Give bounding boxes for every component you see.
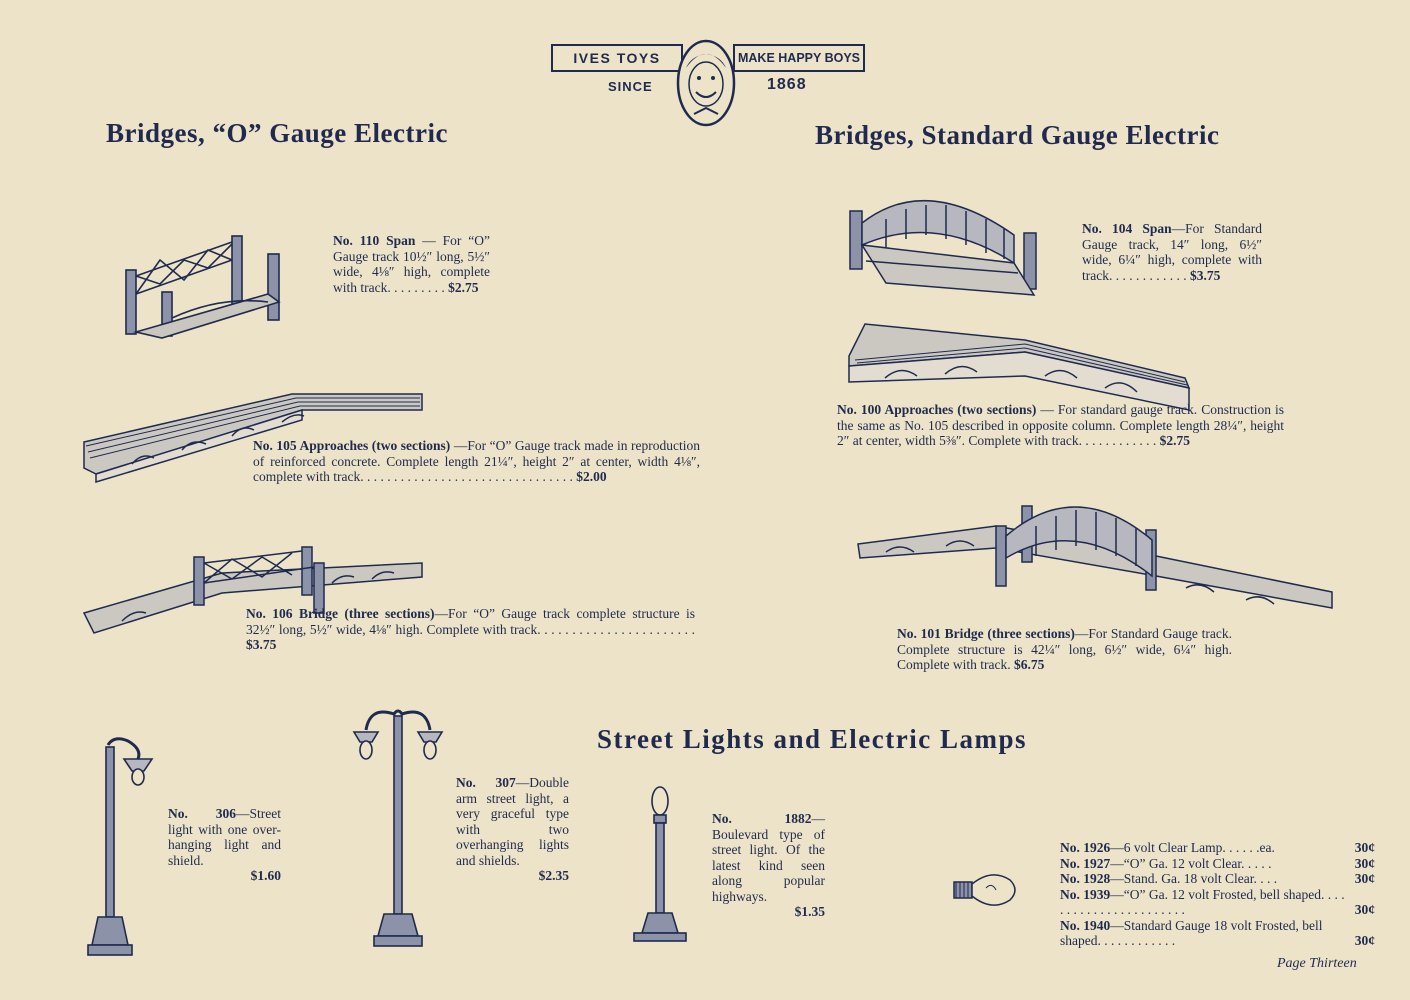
item-100-description — [837, 402, 1284, 449]
lamp-text: —Stand. Ga. 18 volt Clear. . . . — [1110, 871, 1278, 886]
logo-since: SINCE — [608, 79, 653, 94]
lamp-id: 1940 — [1083, 917, 1111, 933]
lamp-number: No. — [1060, 917, 1080, 933]
item-306-name: No. 306 — [168, 806, 236, 821]
item-105-price: $2.00 — [576, 469, 607, 484]
lamp-price: 30¢ — [1354, 855, 1375, 871]
item-106-description — [246, 606, 695, 653]
item-101-description — [897, 626, 1232, 673]
lamp-price: 30¢ — [1354, 871, 1375, 886]
logo-year: 1868 — [767, 76, 807, 93]
lamp-number: No. — [1060, 840, 1080, 855]
item-1882-price: $1.35 — [794, 904, 825, 919]
item-105-name: No. 105 Approaches (two sections) — [253, 438, 451, 453]
item-101-name: No. 101 Bridge (three sections) — [897, 626, 1075, 641]
street-lights-title: Street Lights and Electric Lamps — [597, 724, 1027, 754]
lamp-row — [1060, 871, 1375, 887]
item-306-price: $1.60 — [250, 868, 281, 883]
item-110-text: — For “O” Gauge track 10½″ long, 5½″ wide, 4⅛″ high, complete with track. . . . . . . . . — [333, 233, 490, 295]
lamp-id: 1939 — [1083, 886, 1111, 902]
item-306-description — [168, 806, 281, 884]
item-307-text: —Double arm street light, a very graceful type with two overhanging lights and shields. — [456, 775, 569, 868]
bridge-101-icon — [856, 496, 1336, 626]
item-104-description — [1082, 221, 1262, 283]
street-light-306-icon — [84, 735, 164, 965]
item-307-description — [456, 775, 569, 884]
item-307-name: No. 307 — [456, 775, 516, 790]
span-bridge-104-icon — [846, 183, 1041, 313]
item-106-text: —For “O” Gauge track complete structure is 32½″ long, 5½″ wide, 4⅛″ high. Complete with track. . . . . . . . . . . . . . . . . . . . . . . — [246, 606, 696, 637]
item-106-price: $3.75 — [246, 637, 277, 652]
item-1882-text: —Boulevard type of street light. Of the latest kind seen along popular highways. — [712, 811, 825, 904]
boy-face-logo-icon — [676, 38, 736, 128]
item-1882-name: No. 1882 — [712, 811, 812, 826]
span-bridge-110-icon — [122, 232, 282, 342]
item-100-price: $2.75 — [1159, 433, 1191, 448]
lamp-row — [1060, 918, 1375, 949]
page-number: Page Thirteen — [1277, 956, 1357, 971]
street-light-307-icon — [348, 700, 448, 950]
lamp-price: 30¢ — [1354, 902, 1375, 917]
item-104-text: —For Standard Gauge track, 14″ long, 6½″ wide, 6¼″ high, complete with track. . . . . . . . . . . . — [1082, 221, 1262, 283]
lamp-text: —“O” Ga. 12 volt Clear. . . . . — [1110, 855, 1272, 871]
lamp-text: —“O” Ga. 12 volt Frosted, bell shaped. . . . . . . . . . . . . . . . . . . . . . . — [1060, 886, 1345, 917]
o-gauge-bridges-title: Bridges, “O” Gauge Electric — [106, 118, 448, 148]
lamp-row — [1060, 887, 1375, 918]
logo-left-box: IVES TOYS — [551, 44, 683, 72]
item-100-text: — For standard gauge track. Construction is the same as No. 105 described in opposite column. Complete length 28¼″, height 2″ at center, width 5⅜″. Complete with track. . . . . . . . . . . . — [837, 402, 1284, 448]
lamp-id: 1928 — [1083, 871, 1111, 886]
logo-right-box: MAKE HAPPY BOYS — [733, 44, 865, 72]
item-100-name: No. 100 Approaches (two sections) — [837, 402, 1037, 417]
lamp-text: —Standard Gauge 18 volt Frosted, bell shaped. . . . . . . . . . . . — [1060, 917, 1323, 948]
standard-gauge-bridges-title: Bridges, Standard Gauge Electric — [815, 120, 1220, 150]
item-110-name: No. 110 Span — [333, 233, 416, 248]
lamp-number: No. — [1060, 871, 1080, 886]
item-101-price: $6.75 — [1013, 657, 1045, 672]
lamp-id: 1926 — [1083, 840, 1111, 855]
lamp-number: No. — [1060, 886, 1080, 902]
lamps-list — [1060, 840, 1375, 949]
item-307-price: $2.35 — [538, 868, 569, 883]
item-1882-description — [712, 811, 825, 920]
lamp-text: —6 volt Clear Lamp. . . . . .ea. — [1110, 840, 1275, 855]
item-104-price: $3.75 — [1189, 267, 1221, 283]
lamp-price: 30¢ — [1354, 840, 1375, 855]
lamp-price: 30¢ — [1354, 933, 1375, 948]
light-bulb-icon — [952, 870, 1022, 910]
lamp-id: 1927 — [1083, 855, 1111, 871]
item-101-text: —For Standard Gauge track. Complete structure is 42¼″ long, 6½″ wide, 6¼″ high. Complete with track. — [897, 626, 1232, 672]
item-306-text: —Street light with one over-hanging light and shield. — [168, 806, 281, 868]
item-110-description — [333, 233, 490, 295]
lamp-row — [1060, 840, 1375, 856]
item-110-price: $2.75 — [448, 279, 479, 295]
item-105-text: —For “O” Gauge track made in reproduction of reinforced concrete. Complete length 21¼″, height 2″ at center, width 4⅛″, complete with track. . . . . . . . . . . . . . . . . . . . . . . . . . . . . . . . — [253, 438, 701, 484]
boulevard-light-1882-icon — [630, 785, 690, 945]
lamp-number: No. — [1060, 855, 1080, 871]
lamp-row — [1060, 856, 1375, 872]
item-106-name: No. 106 Bridge (three sections) — [246, 606, 435, 621]
item-105-description — [253, 438, 700, 485]
item-104-name: No. 104 Span — [1082, 221, 1172, 236]
